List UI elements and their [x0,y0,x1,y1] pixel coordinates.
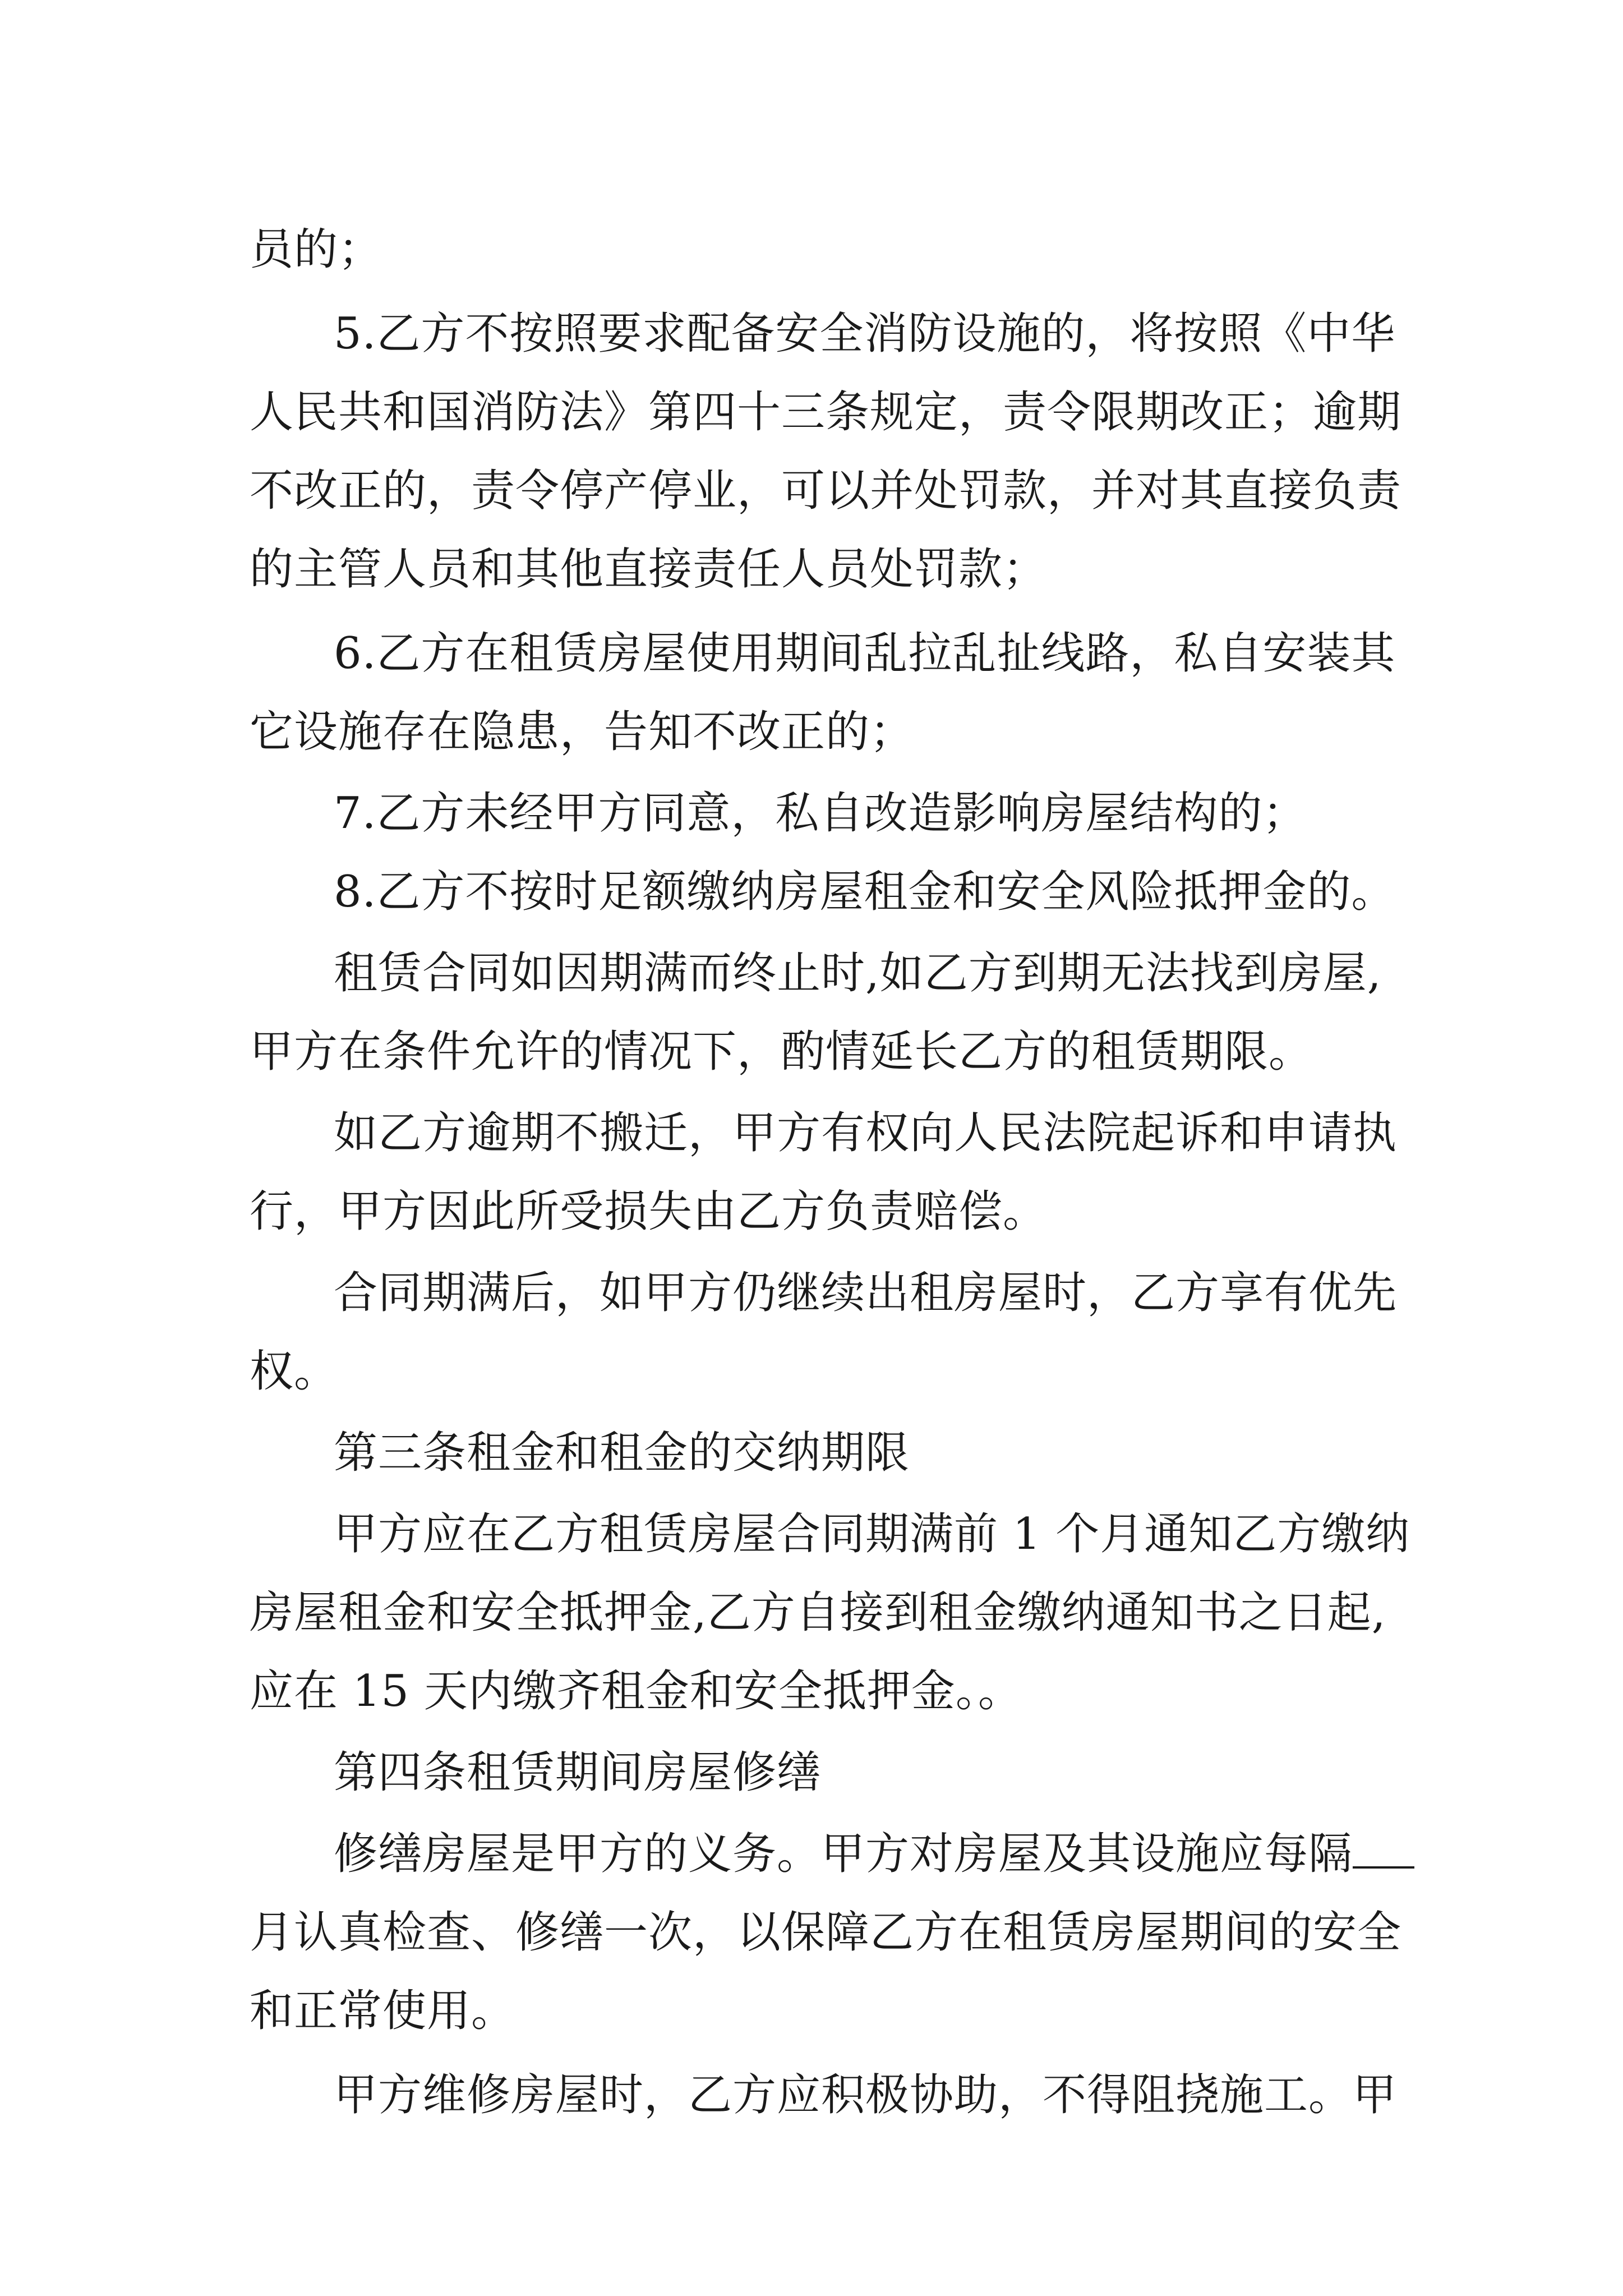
text-line-with-blank [334,1826,1623,1882]
text-line: 甲方在条件允许的情况下，酌情延长乙方的租赁期限。 [250,1027,1313,1077]
text-line: 房屋租金和安全抵押金,乙方自接到租金缴纳通知书之日起, [250,1588,1386,1638]
text-segment: 修缮房屋是甲方的义务。甲方对房屋及其设施应每隔 [334,1829,1353,1879]
text-line: 合同期满后，如甲方仍继续出租房屋时，乙方享有优先 [334,1268,1398,1318]
text-line: 的主管人员和其他直接责任人员处罚款； [250,544,1048,595]
text-line: 如乙方逾期不搬迁，甲方有权向人民法院起诉和申请执 [334,1108,1398,1158]
text-line: 租赁合同如因期满而终止时,如乙方到期无法找到房屋, [334,948,1382,999]
text-line: 甲方应在乙方租赁房屋合同期满前 1 个月通知乙方缴纳 [334,1509,1410,1559]
text-line: 甲方维修房屋时，乙方应积极协助，不得阻挠施工。甲 [334,2070,1398,2120]
fill-in-blank [1353,1827,1414,1869]
text-line: 员的； [250,224,383,275]
text-line: 和正常使用。 [250,1986,516,2036]
text-line: 8.乙方不按时足额缴纳房屋租金和安全风险抵押金的。 [334,867,1396,917]
section-heading: 第四条租赁期间房屋修缮 [334,1747,822,1798]
text-line: 月认真检查、修缮一次，以保障乙方在租赁房屋期间的安全 [250,1907,1402,1958]
text-line: 6.乙方在租赁房屋使用期间乱拉乱扯线路，私自安装其 [334,628,1396,679]
text-line: 7.乙方未经甲方同意，私自改造影响房屋结构的； [334,788,1307,839]
text-line: 应在 15 天内缴齐租金和安全抵押金。。 [250,1666,1022,1717]
text-line: 5.乙方不按照要求配备安全消防设施的，将按照《中华 [334,309,1396,359]
text-line: 权。 [250,1346,339,1397]
text-line: 不改正的，责令停产停业，可以并处罚款，并对其直接负责 [250,466,1402,516]
text-line: 人民共和国消防法》第四十三条规定，责令限期改正；逾期 [250,387,1402,438]
text-line: 它设施存在隐患，告知不改正的； [250,707,915,757]
text-line: 行，甲方因此所受损失由乙方负责赔偿。 [250,1186,1048,1237]
section-heading: 第三条租金和租金的交纳期限 [334,1428,910,1478]
